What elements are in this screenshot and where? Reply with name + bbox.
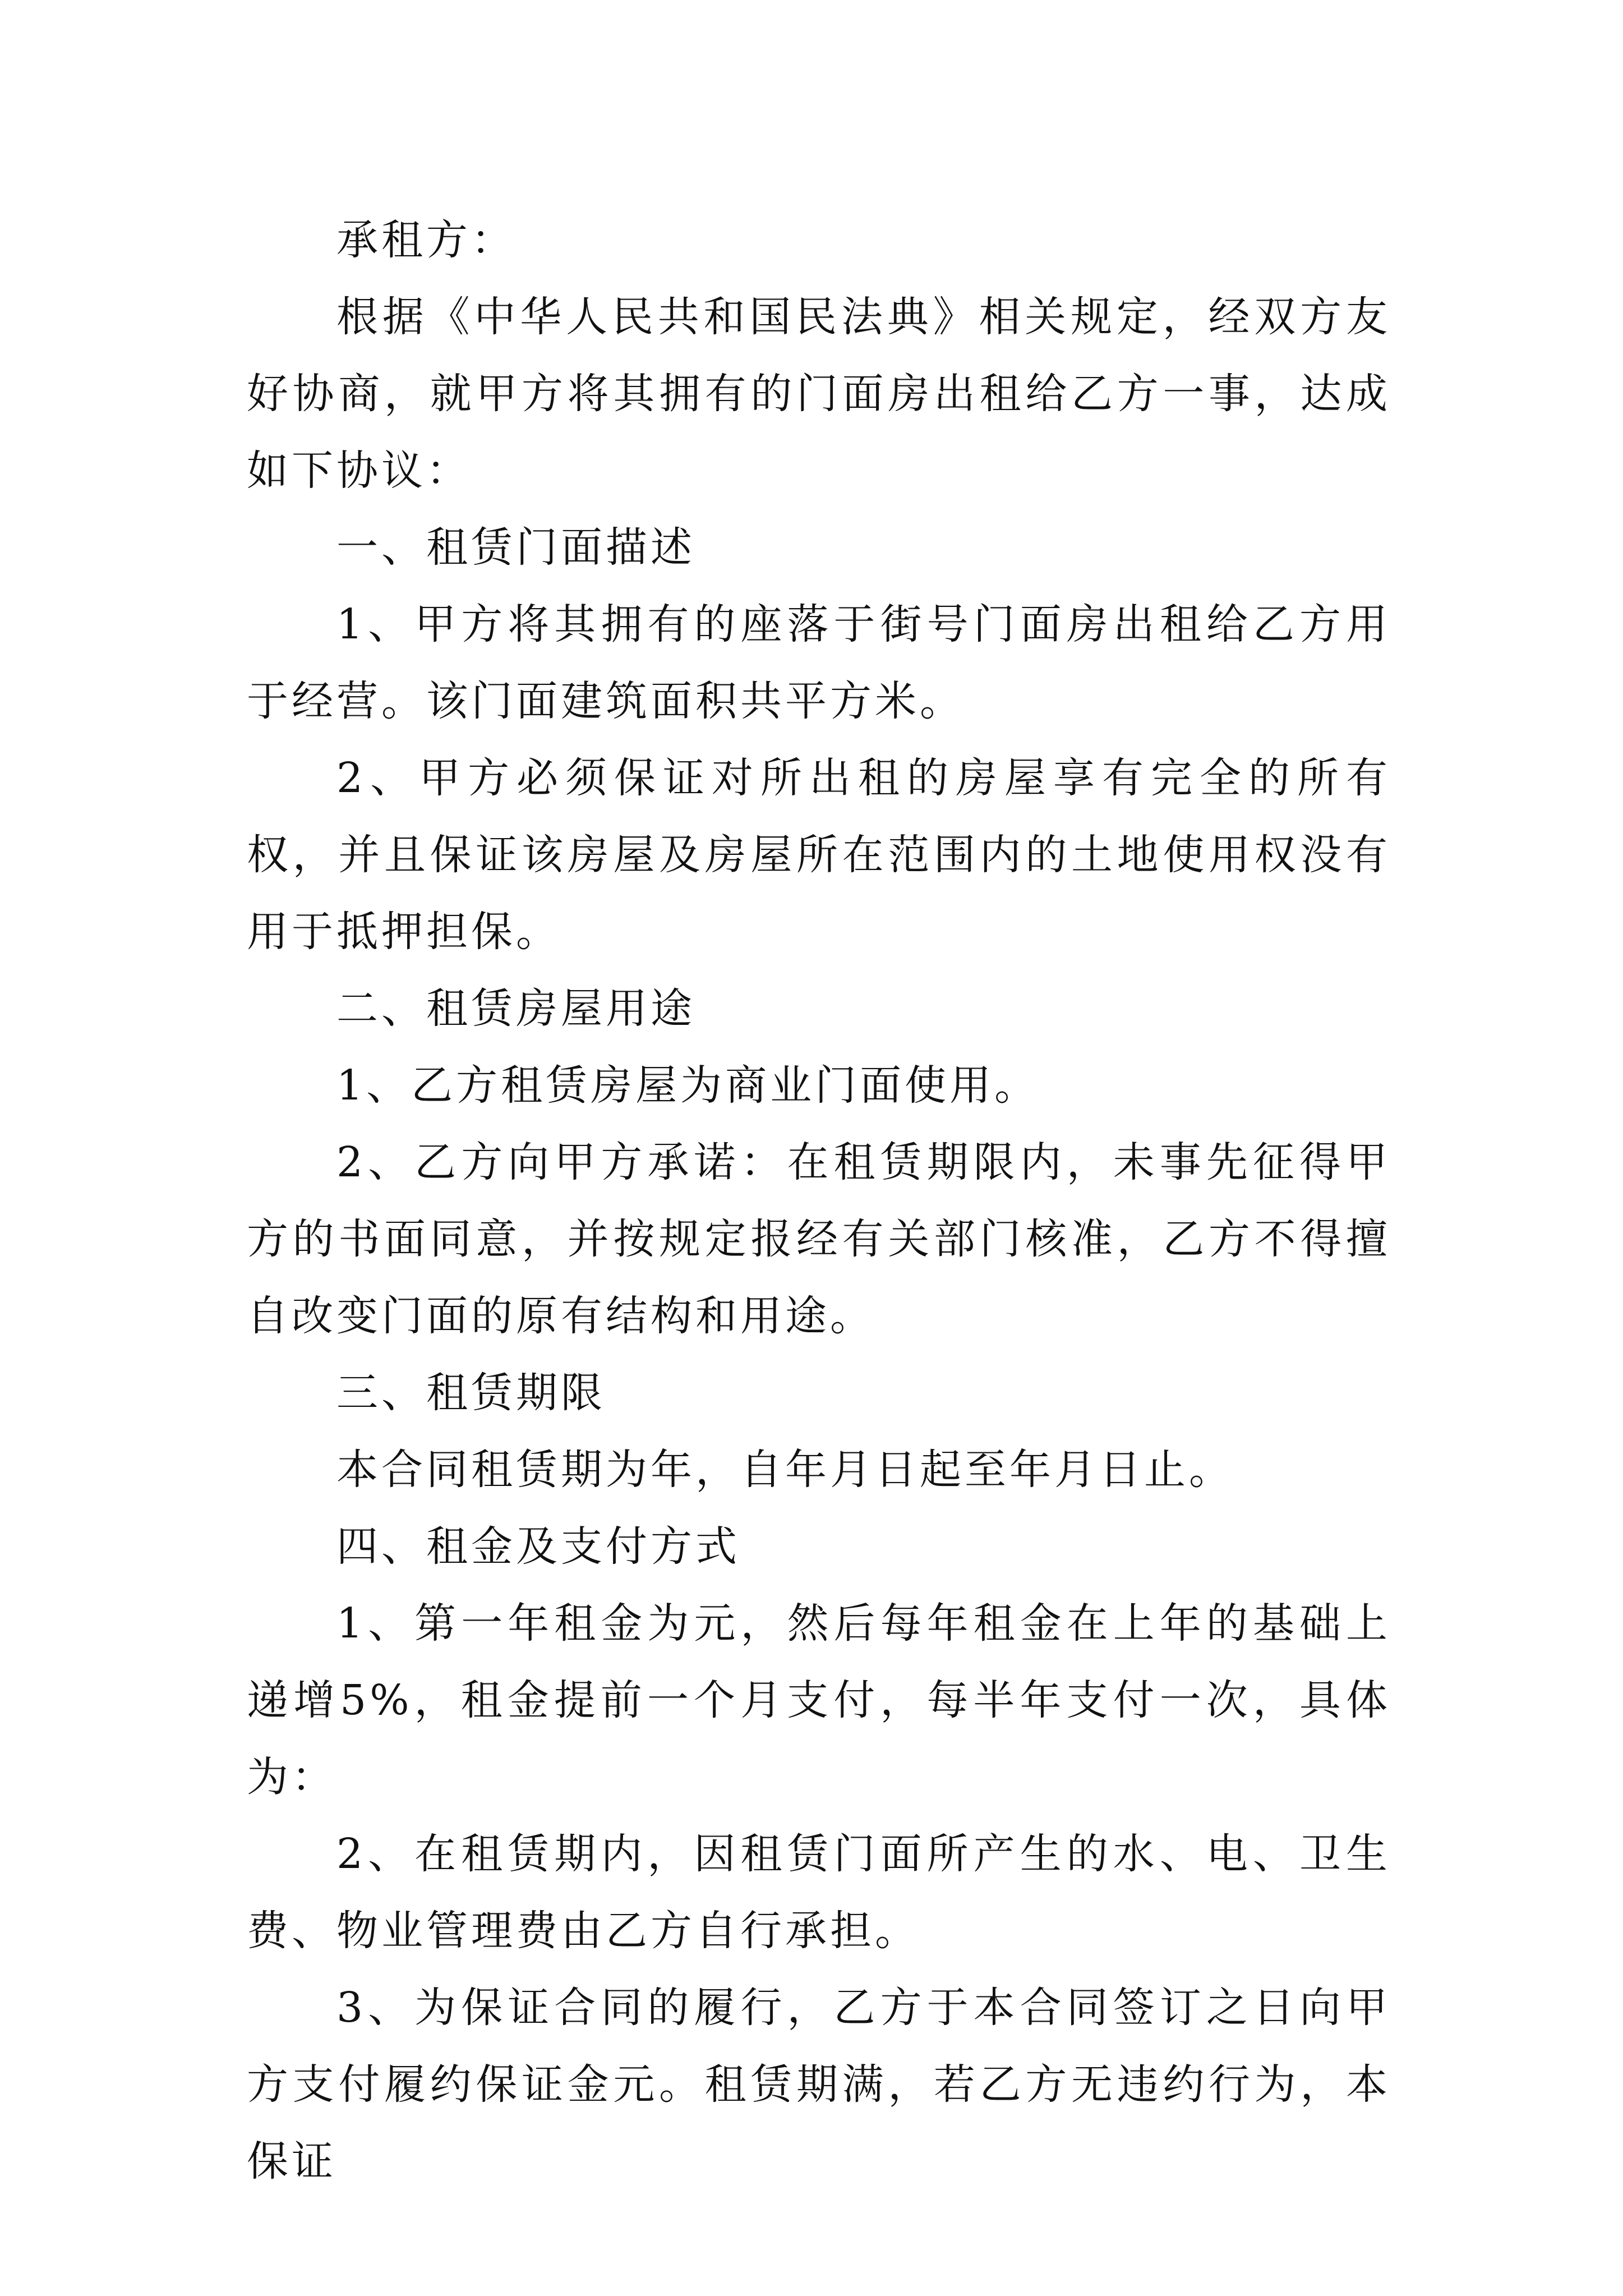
document-body: [247, 202, 1391, 2200]
heading-section-4: 四、租金及支付方式: [336, 1522, 740, 1571]
heading-section-1: 一、租赁门面描述: [336, 523, 695, 572]
heading-section-3: 三、租赁期限: [336, 1369, 606, 1417]
heading-section-2: 二、租赁房屋用途: [336, 984, 695, 1033]
paragraph-1-1: 1、甲方将其拥有的座落于街号门面房出租给乙方用于经营。该门面建筑面积共平方米。: [247, 600, 1391, 725]
paragraph-4-1: 1、第一年租金为元，然后每年租金在上年的基础上递增5%，租金提前一个月支付，每半年支付一次，具体为：: [247, 1599, 1391, 1801]
paragraph-4-3: 3、为保证合同的履行，乙方于本合同签订之日向甲方支付履约保证金元。租赁期满，若乙方无违约行为，本保证: [247, 1984, 1391, 2185]
paragraph-4-2: 2、在租赁期内，因租赁门面所产生的水、电、卫生费、物业管理费由乙方自行承担。: [247, 1830, 1391, 1955]
paragraph-1-2: 2、甲方必须保证对所出租的房屋享有完全的所有权，并且保证该房屋及房屋所在范围内的土地使用权没有用于抵押担保。: [247, 754, 1391, 956]
paragraph-2-1: 1、乙方租赁房屋为商业门面使用。: [336, 1061, 1040, 1110]
paragraph-2-2: 2、乙方向甲方承诺：在租赁期限内，未事先征得甲方的书面同意，并按规定报经有关部门核准，乙方不得擅自改变门面的原有结构和用途。: [247, 1138, 1391, 1340]
paragraph-lessee: 承租方：: [336, 216, 516, 264]
paragraph-3-1: 本合同租赁期为年，自年月日起至年月日止。: [336, 1446, 1234, 1494]
paragraph-preamble: 根据《中华人民共和国民法典》相关规定，经双方友好协商，就甲方将其拥有的门面房出租给乙方一事，达成如下协议：: [247, 293, 1391, 495]
